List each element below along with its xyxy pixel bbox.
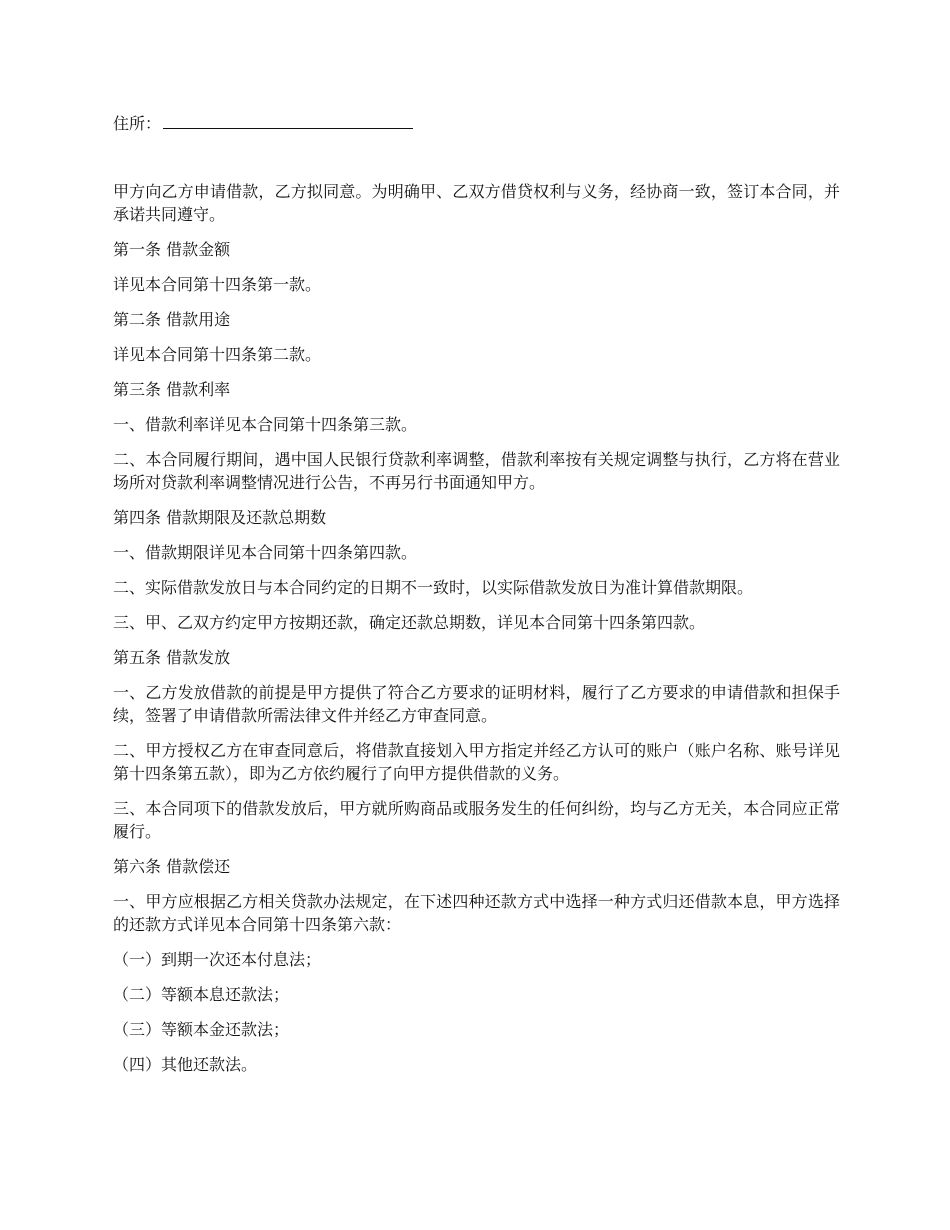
article-1-text: 详见本合同第十四条第一款。 xyxy=(113,275,322,294)
article-3-heading: 第三条 借款利率 xyxy=(113,380,231,399)
article-5-heading: 第五条 借款发放 xyxy=(113,648,231,667)
article-3-clause-1: 一、借款利率详见本合同第十四条第三款。 xyxy=(113,415,418,434)
repayment-option-1: （一）到期一次还本付息法； xyxy=(113,950,322,969)
intro-paragraph: 甲方向乙方申请借款，乙方拟同意。为明确甲、乙双方借贷权利与义务，经协商一致，签订本合同，并承诺共同遵守。 xyxy=(113,182,840,224)
repayment-option-4: （四）其他还款法。 xyxy=(113,1055,258,1074)
article-4-clause-3: 三、甲、乙双方约定甲方按期还款，确定还款总期数，详见本合同第十四条第四款。 xyxy=(113,613,706,632)
article-1-heading: 第一条 借款金额 xyxy=(113,240,231,259)
article-5-clause-2: 二、甲方授权乙方在审查同意后，将借款直接划入甲方指定并经乙方认可的账户（账户名称、账号详见第十四条第五款），即为乙方依约履行了向甲方提供借款的义务。 xyxy=(113,741,840,783)
article-6-clause-1: 一、甲方应根据乙方相关贷款办法规定，在下述四种还款方式中选择一种方式归还借款本息，甲方选择的还款方式详见本合同第十四条第六款： xyxy=(113,892,840,934)
article-5-clause-1: 一、乙方发放借款的前提是甲方提供了符合乙方要求的证明材料，履行了乙方要求的申请借款和担保手续，签署了申请借款所需法律文件并经乙方审查同意。 xyxy=(113,683,840,725)
address-blank-line xyxy=(163,110,413,129)
repayment-option-3: （三）等额本金还款法； xyxy=(113,1020,290,1039)
article-5-clause-3: 三、本合同项下的借款发放后，甲方就所购商品或服务发生的任何纠纷，均与乙方无关，本合同应正常履行。 xyxy=(113,799,840,841)
article-4-heading: 第四条 借款期限及还款总期数 xyxy=(113,508,327,527)
article-4-clause-1: 一、借款期限详见本合同第十四条第四款。 xyxy=(113,543,418,562)
article-4-clause-2: 二、实际借款发放日与本合同约定的日期不一致时，以实际借款发放日为准计算借款期限。 xyxy=(113,578,754,597)
document-page xyxy=(113,110,840,1088)
address-label: 住所： xyxy=(113,114,162,133)
article-6-heading: 第六条 借款偿还 xyxy=(113,857,231,876)
article-2-heading: 第二条 借款用途 xyxy=(113,310,231,329)
address-line xyxy=(113,110,840,134)
article-2-text: 详见本合同第十四条第二款。 xyxy=(113,345,322,364)
article-3-clause-2: 二、本合同履行期间，遇中国人民银行贷款利率调整，借款利率按有关规定调整与执行，乙方将在营业场所对贷款利率调整情况进行公告，不再另行书面通知甲方。 xyxy=(113,450,840,492)
repayment-option-2: （二）等额本息还款法； xyxy=(113,985,290,1004)
